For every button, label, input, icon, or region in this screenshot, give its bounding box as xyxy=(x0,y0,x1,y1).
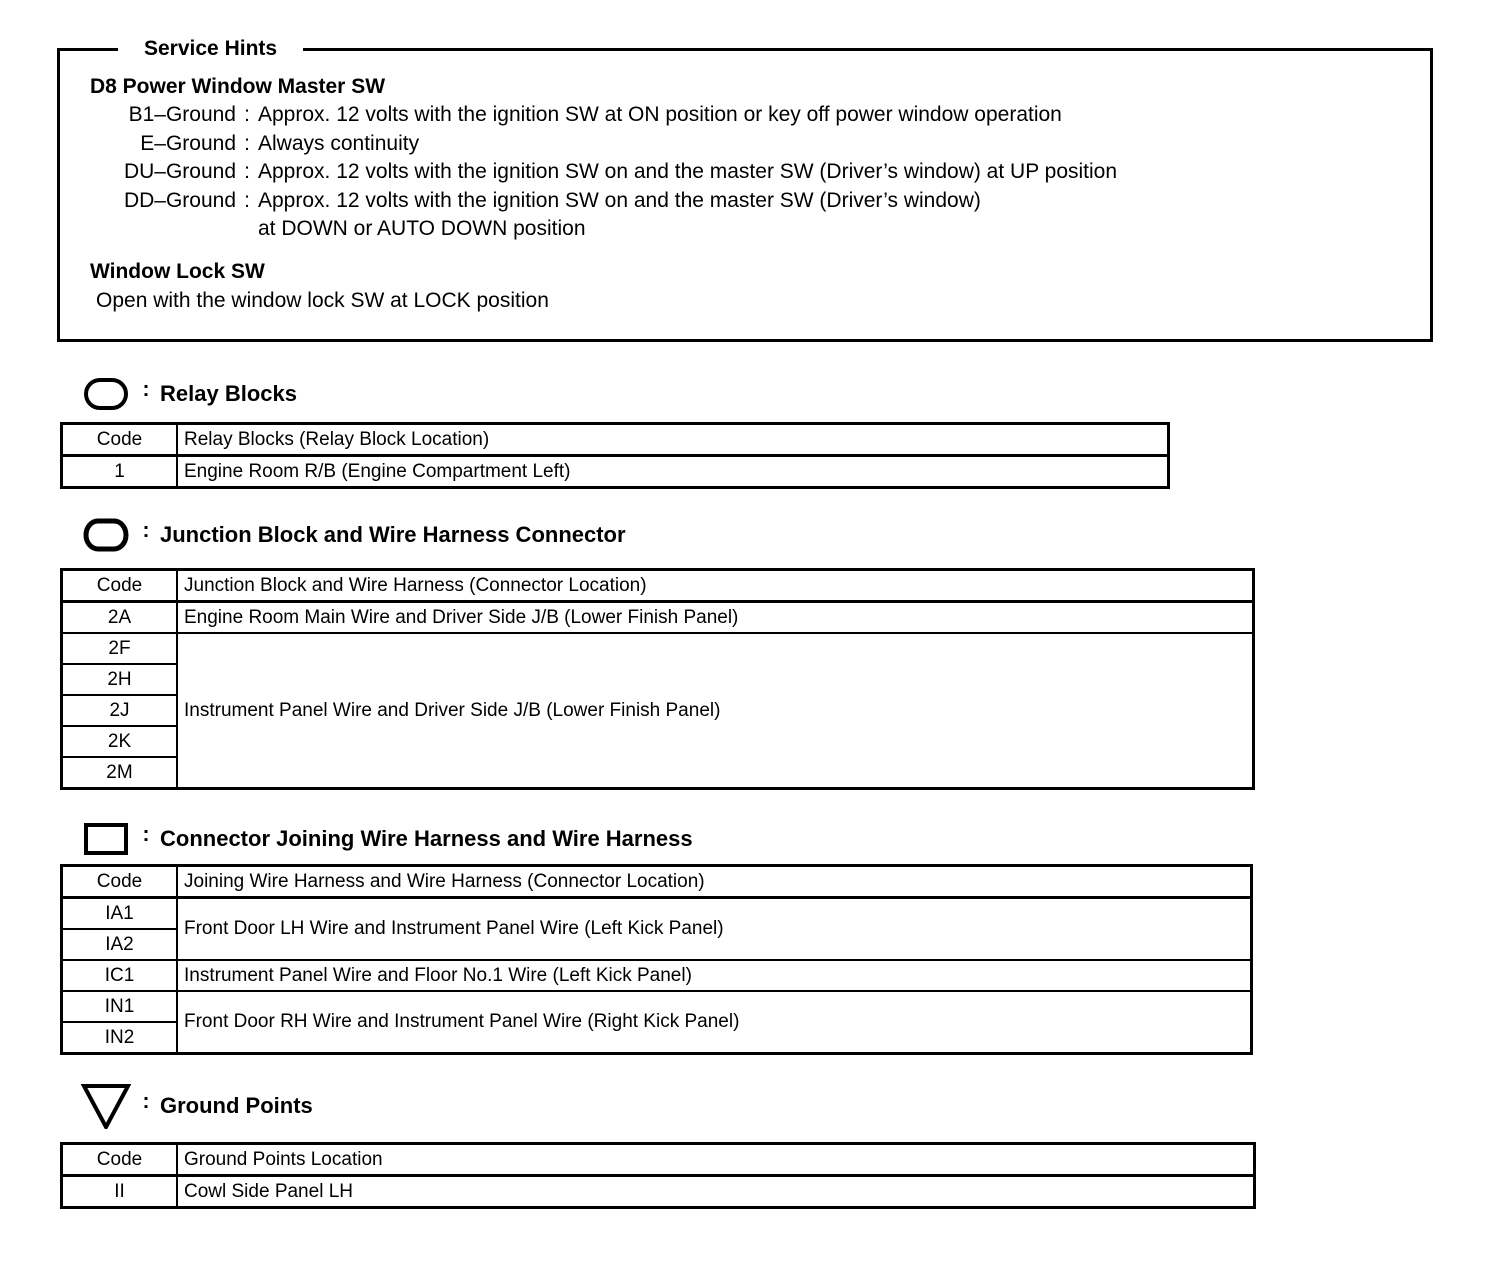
connector-header xyxy=(80,819,693,859)
colon: : xyxy=(142,823,150,846)
service-hints-content xyxy=(90,73,1410,316)
table-header-row xyxy=(62,866,1252,898)
connector-table xyxy=(60,864,1253,1055)
hint-description-line: Approx. 12 volts with the ignition SW on and the master SW (Driver’s window) xyxy=(258,188,981,212)
location-cell: Cowl Side Panel LH xyxy=(177,1176,1255,1208)
hint-description: Always continuity xyxy=(258,131,420,155)
relay-blocks-table xyxy=(60,422,1170,489)
table-row xyxy=(62,633,1254,664)
location-cell: Engine Room R/B (Engine Compartment Left) xyxy=(177,456,1169,488)
location-header: Relay Blocks (Relay Block Location) xyxy=(177,424,1169,456)
location-cell: Front Door RH Wire and Instrument Panel Wire (Right Kick Panel) xyxy=(177,991,1252,1054)
code-cell: II xyxy=(62,1176,178,1208)
code-cell: 1 xyxy=(62,456,178,488)
code-header: Code xyxy=(62,424,178,456)
code-cell: 2H xyxy=(62,664,178,695)
hint-separator: : xyxy=(244,188,250,212)
code-cell: 2M xyxy=(62,757,178,789)
table-header-row xyxy=(62,1144,1255,1176)
section-title: Relay Blocks xyxy=(160,381,297,406)
table-row xyxy=(62,602,1254,634)
hint-row xyxy=(90,130,1410,159)
section-title: Connector Joining Wire Harness and Wire Harness xyxy=(160,826,693,851)
ground-points-table xyxy=(60,1142,1256,1209)
code-cell: IN2 xyxy=(62,1022,178,1054)
hint-description-line: at DOWN or AUTO DOWN position xyxy=(258,217,586,240)
hint-term: DD–Ground xyxy=(123,188,236,212)
window-lock-description: Open with the window lock SW at LOCK position xyxy=(96,288,549,312)
code-cell: 2J xyxy=(62,695,178,726)
hint-row xyxy=(90,101,1410,130)
table-row xyxy=(62,960,1252,991)
code-cell: 2K xyxy=(62,726,178,757)
ground-point-triangle-icon xyxy=(80,1083,132,1129)
hint-separator: : xyxy=(244,103,250,126)
code-header: Code xyxy=(62,866,178,898)
hint-description: Approx. 12 volts with the ignition SW on and the master SW (Driver’s window) at UP position xyxy=(258,160,1118,183)
code-cell: 2A xyxy=(62,602,178,634)
section-title: Ground Points xyxy=(160,1093,313,1118)
code-cell: IC1 xyxy=(62,960,178,991)
location-cell: Engine Room Main Wire and Driver Side J/B (Lower Finish Panel) xyxy=(177,602,1254,634)
connector-symbol-icon xyxy=(80,822,132,856)
table-row xyxy=(62,1176,1255,1208)
location-cell: Instrument Panel Wire and Driver Side J/B (Lower Finish Panel) xyxy=(177,633,1254,789)
table-row xyxy=(62,456,1169,488)
location-header: Junction Block and Wire Harness (Connector Location) xyxy=(177,570,1254,602)
hint-term: E–Ground xyxy=(140,131,236,155)
location-header: Joining Wire Harness and Wire Harness (Connector Location) xyxy=(177,866,1252,898)
table-header-row xyxy=(62,570,1254,602)
code-cell: IA1 xyxy=(62,898,178,930)
hint-description xyxy=(258,187,1410,244)
code-header: Code xyxy=(62,570,178,602)
location-cell: Front Door LH Wire and Instrument Panel Wire (Left Kick Panel) xyxy=(177,898,1252,961)
table-row xyxy=(62,991,1252,1022)
location-cell: Instrument Panel Wire and Floor No.1 Wire (Left Kick Panel) xyxy=(177,960,1252,991)
colon: : xyxy=(142,1090,150,1113)
code-cell: IA2 xyxy=(62,929,178,960)
code-cell: 2F xyxy=(62,633,178,664)
hint-row xyxy=(90,187,1410,244)
relay-blocks-header xyxy=(80,374,297,414)
service-hints-legend: Service Hints xyxy=(118,34,303,64)
section-title: Junction Block and Wire Harness Connector xyxy=(160,522,626,547)
hint-separator: : xyxy=(244,131,250,155)
junction-block-header xyxy=(80,515,626,555)
table-row xyxy=(62,898,1252,930)
junction-block-table xyxy=(60,568,1255,790)
ground-points-header xyxy=(80,1086,313,1126)
service-hints-box xyxy=(57,37,1433,342)
hint-term: B1–Ground xyxy=(128,103,236,126)
hint-separator: : xyxy=(244,160,250,183)
hint-description: Approx. 12 volts with the ignition SW at ON position or key off power window operation xyxy=(258,103,1062,126)
hint-term: DU–Ground xyxy=(123,160,236,183)
hint-row xyxy=(90,158,1410,187)
window-lock-title: Window Lock SW xyxy=(90,259,265,283)
colon: : xyxy=(142,519,150,542)
table-header-row xyxy=(62,424,1169,456)
code-header: Code xyxy=(62,1144,178,1176)
switch-title: D8 Power Window Master SW xyxy=(90,75,386,98)
colon: : xyxy=(142,378,150,401)
relay-block-symbol-icon xyxy=(80,377,132,411)
junction-block-symbol-icon xyxy=(80,518,132,552)
code-cell: IN1 xyxy=(62,991,178,1022)
location-header: Ground Points Location xyxy=(177,1144,1255,1176)
